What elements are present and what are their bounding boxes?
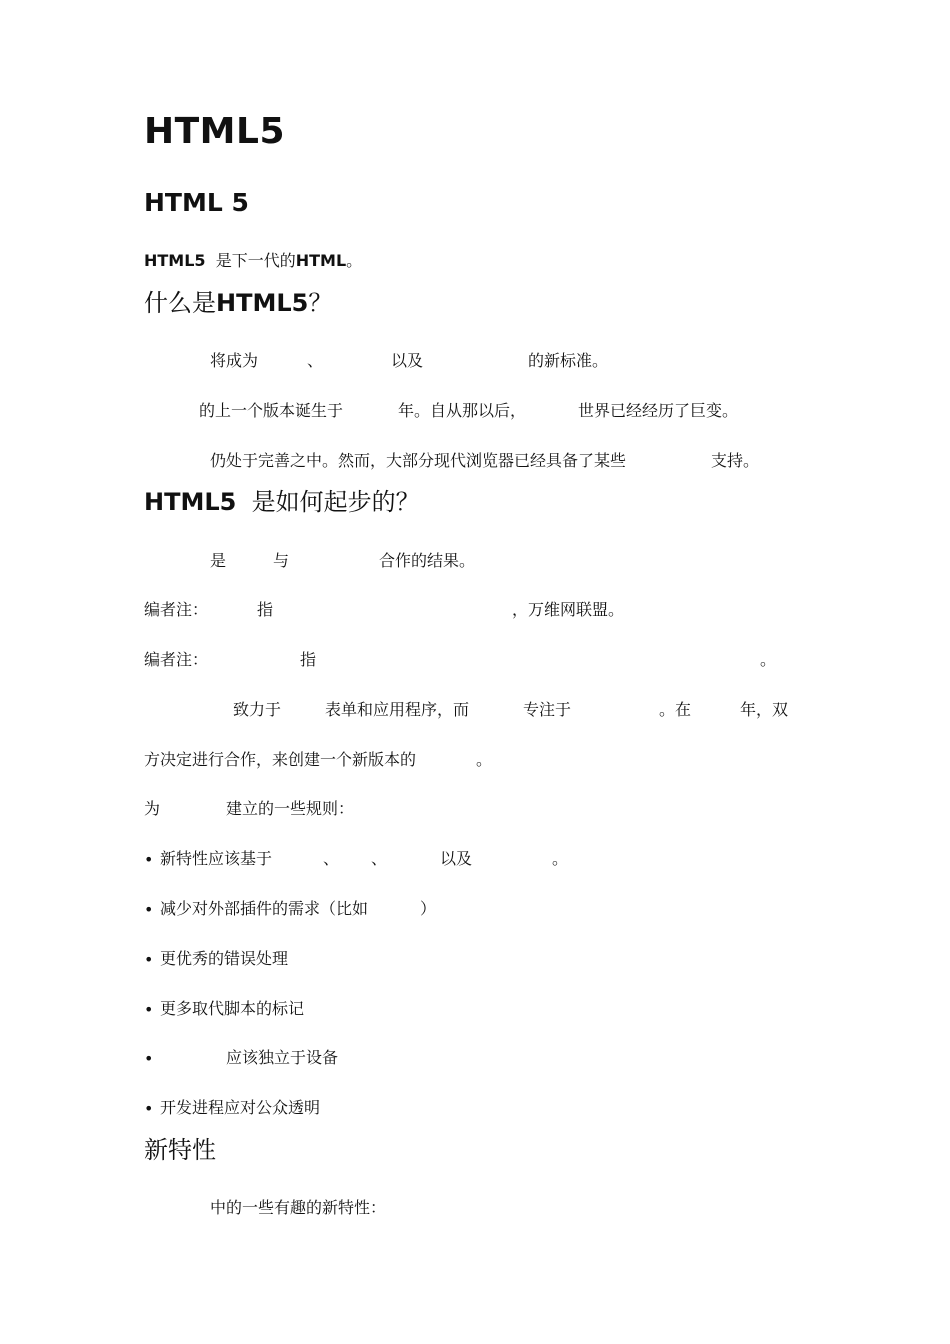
- s1-line1-d: 的新标准。: [528, 351, 609, 370]
- bullet-marker: •: [144, 1000, 154, 1019]
- bullet-marker: •: [144, 900, 154, 919]
- bullet6: 开发进程应对公众透明: [160, 1098, 321, 1117]
- s2-line6-b: 建立的一些规则：: [226, 799, 355, 818]
- section-origin-heading: [144, 490, 420, 514]
- note1-end: ，万维网联盟。: [512, 600, 625, 619]
- s3-line1: 中的一些有趣的新特性：: [210, 1198, 387, 1217]
- bullet2-b: ）: [420, 899, 437, 918]
- s2-line4-d: 。在: [659, 700, 692, 719]
- intro-bold-html: HTML: [295, 251, 347, 270]
- s2-line6-a: 为: [144, 799, 161, 818]
- s2-line4-a: 致力于: [233, 700, 282, 719]
- note2-zhi: 指: [300, 650, 317, 669]
- section-new-features-heading: 新特性: [144, 1136, 216, 1164]
- s1-line1-c: 以及: [391, 351, 424, 370]
- s2-line5-b: 。: [476, 750, 493, 769]
- heading-suffix: 是如何起步的？: [251, 488, 420, 516]
- intro-end: 。: [346, 251, 363, 270]
- bullet5: 应该独立于设备: [226, 1048, 339, 1067]
- bullet1-b: 、: [323, 849, 340, 868]
- s2-line4-e: 年，双: [740, 700, 789, 719]
- bullet4: 更多取代脚本的标记: [160, 999, 305, 1018]
- heading-suffix: ？: [308, 289, 333, 317]
- heading-bold: HTML5: [216, 289, 309, 317]
- s1-line1-b: 、: [307, 351, 324, 370]
- s2-line4-b: 表单和应用程序，而: [325, 700, 470, 719]
- bullet-marker: •: [144, 950, 154, 969]
- s1-line2-b: 年。自从那以后，: [398, 401, 527, 420]
- bullet-marker: •: [144, 1099, 154, 1118]
- intro-line: [144, 253, 362, 269]
- doc-subtitle: HTML 5: [144, 188, 249, 217]
- s2-line1-a: 是: [210, 551, 227, 570]
- s2-line1-c: 合作的结果。: [379, 551, 476, 570]
- s2-line1-b: 与: [273, 551, 290, 570]
- s2-line5-a: 方决定进行合作，来创建一个新版本的: [144, 750, 417, 769]
- intro-text: 是下一代的: [215, 251, 296, 270]
- s1-line3-b: 支持。: [711, 451, 760, 470]
- s1-line1-a: 将成为: [210, 351, 259, 370]
- note2-end: 。: [760, 650, 777, 669]
- s2-line4-c: 专注于: [523, 700, 572, 719]
- bullet1-c: 、: [371, 849, 388, 868]
- bullet-marker: •: [144, 850, 154, 869]
- doc-title: HTML5: [144, 111, 285, 152]
- bullet1-d: 以及: [440, 849, 473, 868]
- bullet1-e: 。: [552, 849, 569, 868]
- note1-label: 编者注：: [144, 600, 209, 619]
- note2-label: 编者注：: [144, 650, 209, 669]
- bullet1-a: 新特性应该基于: [160, 849, 273, 868]
- bullet3: 更优秀的错误处理: [160, 949, 289, 968]
- s1-line2-a: 的上一个版本诞生于: [199, 401, 344, 420]
- heading-prefix: 什么是: [144, 289, 216, 317]
- intro-bold-html5: HTML5: [144, 251, 206, 270]
- bullet-marker: •: [144, 1049, 154, 1068]
- s1-line3-a: 仍处于完善之中。然而，大部分现代浏览器已经具备了某些: [210, 451, 627, 470]
- section-what-is-heading: [144, 291, 332, 315]
- note1-zhi: 指: [257, 600, 274, 619]
- heading-bold: HTML5: [144, 488, 237, 516]
- s1-line2-c: 世界已经经历了巨变。: [578, 401, 739, 420]
- bullet2-a: 减少对外部插件的需求（比如: [160, 899, 369, 918]
